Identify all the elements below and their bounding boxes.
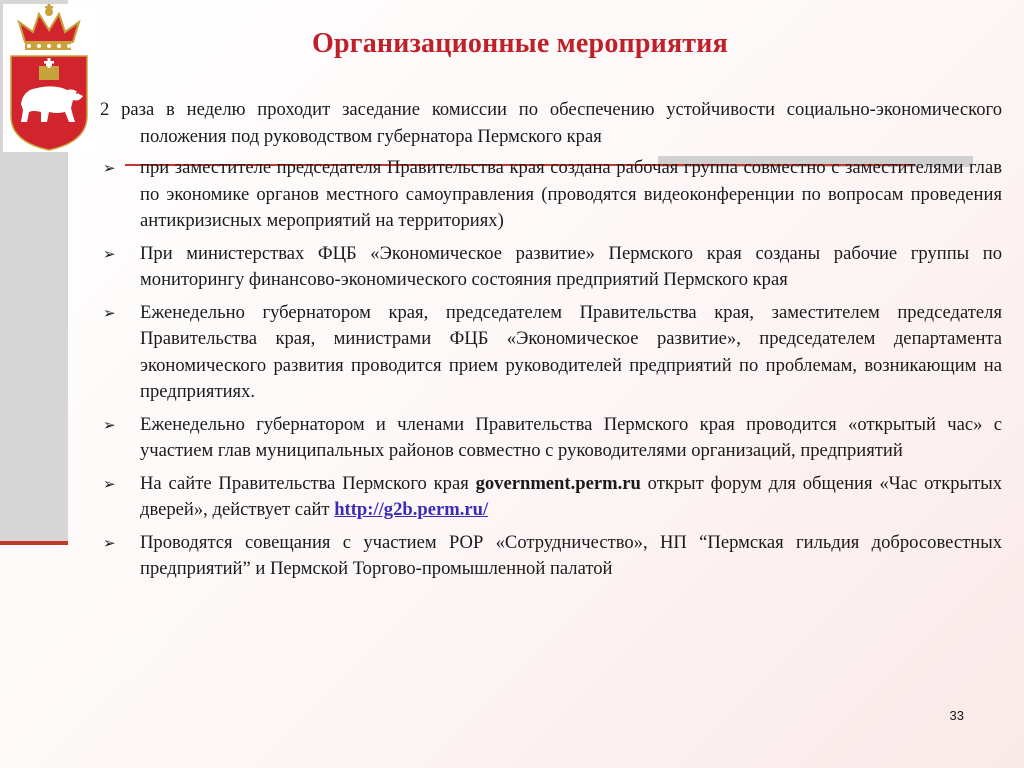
arrow-bullet-icon: ➢ <box>103 415 116 434</box>
arrow-bullet-icon: ➢ <box>103 244 116 263</box>
left-band-red-stripe <box>0 541 68 545</box>
bullet-item-3 <box>100 300 1002 406</box>
arrow-bullet-icon: ➢ <box>103 474 116 493</box>
bullet-item-2 <box>100 241 1002 294</box>
perm-coat-of-arms-icon <box>3 4 95 152</box>
arrow-bullet-icon: ➢ <box>103 533 116 552</box>
slide-content <box>100 97 1002 589</box>
government-site-name: government.perm.ru <box>475 472 641 494</box>
arrow-bullet-icon: ➢ <box>103 159 116 177</box>
bullet-text-4: Еженедельно губернатором и членами Правительства Пермского края проводится «открытый час» с участием глав муниципальных районов совместно с руководителями организаций, предприятий <box>140 413 1002 461</box>
bullet-text-2: При министерствах ФЦБ «Экономическое развитие» Пермского края созданы рабочие группы по мониторингу финансово-экономического состояния предприятий Пермского края <box>140 242 1002 290</box>
bullet-text-6: Проводятся совещания с участием РОР «Сотрудничество», НП “Пермская гильдия добросовестных предприятий” и Пермской Торгово-промышленной палатой <box>140 531 1002 579</box>
bullet-item-1 <box>100 155 1002 235</box>
slide-title: Организационные мероприятия <box>312 28 728 59</box>
g2b-site-link[interactable]: http://g2b.perm.ru/ <box>334 499 489 520</box>
bullet-item-6 <box>100 530 1002 583</box>
bullet-text-1: при заместителе председателя Правительства края создана рабочая группа совместно с заместителями глав по экономике органов местного самоуправления (проводятся видеоконференции по вопросам проведения антикризисных мероприятий на территориях) <box>140 157 1002 231</box>
bullet-item-4 <box>100 412 1002 465</box>
intro-paragraph: 2 раза в неделю проходит заседание комиссии по обеспечению устойчивости социально-экономического положения под руководством губернатора Пермского края <box>100 99 1002 147</box>
bullet-text-3: Еженедельно губернатором края, председателем Правительства края, заместителем председателя Правительства края, министрами ФЦБ «Экономическое развитие», председателем департамента экономического развития проводится прием руководителей предприятий по проблемам, возникающим на предприятиях. <box>140 301 1002 402</box>
bullet-text-5-middle: открыт форум для общения «Час открытых дверей», действует сайт <box>140 472 1002 520</box>
bullet-text-5-before: На сайте Правительства Пермского края <box>140 472 476 494</box>
arrow-bullet-icon: ➢ <box>103 303 116 322</box>
page-number: 33 <box>949 708 964 723</box>
bullet-item-5 <box>100 471 1002 524</box>
